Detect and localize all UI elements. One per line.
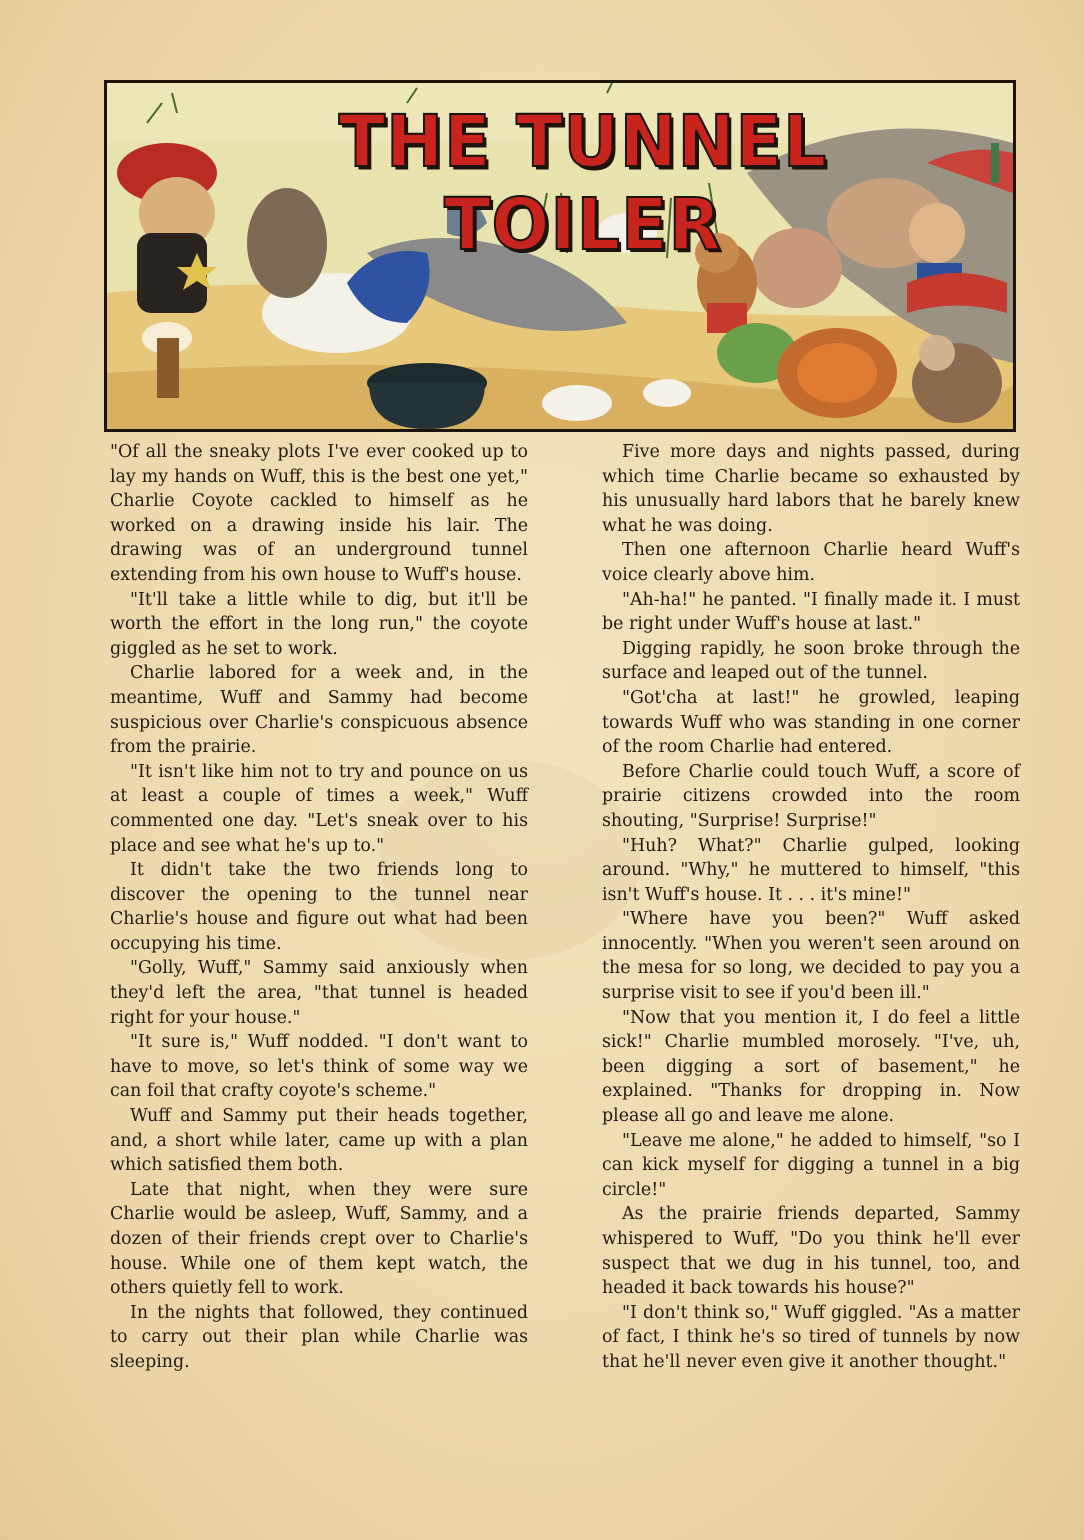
left-text-column — [110, 440, 528, 1375]
paragraph: "It sure is," Wuff nodded. "I don't want to have to move, so let's think of some way we can foil that crafty coyote's scheme." — [110, 1032, 528, 1102]
paragraph: "Ah-ha!" he panted. "I finally made it. I must be right under Wuff's house at last." — [602, 589, 1020, 635]
paragraph: Digging rapidly, he soon broke through the surface and leaped out of the tunnel. — [602, 638, 1020, 684]
paragraph: "It'll take a little while to dig, but it'll be worth the effort in the long run," the coyote giggled as he set to work. — [110, 589, 528, 659]
paragraph: "Got'cha at last!" he growled, leaping towards Wuff who was standing in one corner of the room Charlie had entered. — [602, 687, 1020, 758]
paragraph: Five more days and nights passed, during which time Charlie became so exhausted by his unusually hard labors that he barely knew what he was doing. — [602, 442, 1020, 536]
paragraph: "Huh? What?" Charlie gulped, looking around. "Why," he muttered to himself, "this isn't Wuff's house. It . . . it's mine!" — [602, 835, 1020, 905]
paragraph: Late that night, when they were sure Charlie would be asleep, Wuff, Sammy, and a dozen of their friends crept over to Charlie's house. While one of them kept watch, the others quietly fell to work. — [110, 1179, 528, 1299]
right-text-column — [602, 440, 1020, 1375]
paragraph: "Where have you been?" Wuff asked innocently. "When you weren't seen around on the mesa for so long, we decided to pay you a surprise visit to see if you'd been ill." — [602, 909, 1020, 1004]
story-title: THE TUNNEL TOILER — [338, 101, 828, 267]
paragraph: "Golly, Wuff," Sammy said anxiously when they'd left the area, "that tunnel is headed right for your house." — [110, 958, 528, 1028]
paragraph: Wuff and Sammy put their heads together, and, a short while later, came up with a plan which satisfied them both. — [110, 1106, 528, 1176]
title-illustration-panel — [104, 80, 1016, 432]
paragraph: "Now that you mention it, I do feel a little sick!" Charlie mumbled morosely. "I've, uh, been digging a sort of basement," he explained. "Thanks for dropping in. Now please all go and leave me alone. — [602, 1007, 1020, 1127]
paragraph: It didn't take the two friends long to discover the opening to the tunnel near Charlie's house and figure out what had been occupying his time. — [110, 860, 528, 954]
paragraph: "It isn't like him not to try and pounce on us at least a couple of times a week," Wuff commented one day. "Let's sneak over to his place and see what he's up to." — [110, 761, 528, 856]
paragraph: As the prairie friends departed, Sammy whispered to Wuff, "Do you think he'll ever suspect that we dug in his tunnel, too, and headed it back towards his house?" — [602, 1204, 1020, 1299]
paragraph: "I don't think so," Wuff giggled. "As a matter of fact, I think he's so tired of tunnels by now that he'll never even give it another thought." — [602, 1302, 1020, 1372]
paragraph: "Leave me alone," he added to himself, "so I can kick myself for digging a tunnel in a big circle!" — [602, 1130, 1020, 1200]
paragraph: "Of all the sneaky plots I've ever cooked up to lay my hands on Wuff, this is the best one yet," Charlie Coyote cackled to himself as he worked on a drawing inside his lair. The drawing was of an underground tunnel extending from his own house to Wuff's house. — [110, 442, 528, 585]
paragraph: In the nights that followed, they continued to carry out their plan while Charlie was sleeping. — [110, 1302, 528, 1372]
paragraph: Before Charlie could touch Wuff, a score of prairie citizens crowded into the room shouting, "Surprise! Surprise!" — [602, 761, 1020, 831]
paragraph: Then one afternoon Charlie heard Wuff's voice clearly above him. — [602, 540, 1020, 585]
paragraph: Charlie labored for a week and, in the meantime, Wuff and Sammy had become suspicious over Charlie's conspicuous absence from the prairie. — [110, 663, 528, 758]
